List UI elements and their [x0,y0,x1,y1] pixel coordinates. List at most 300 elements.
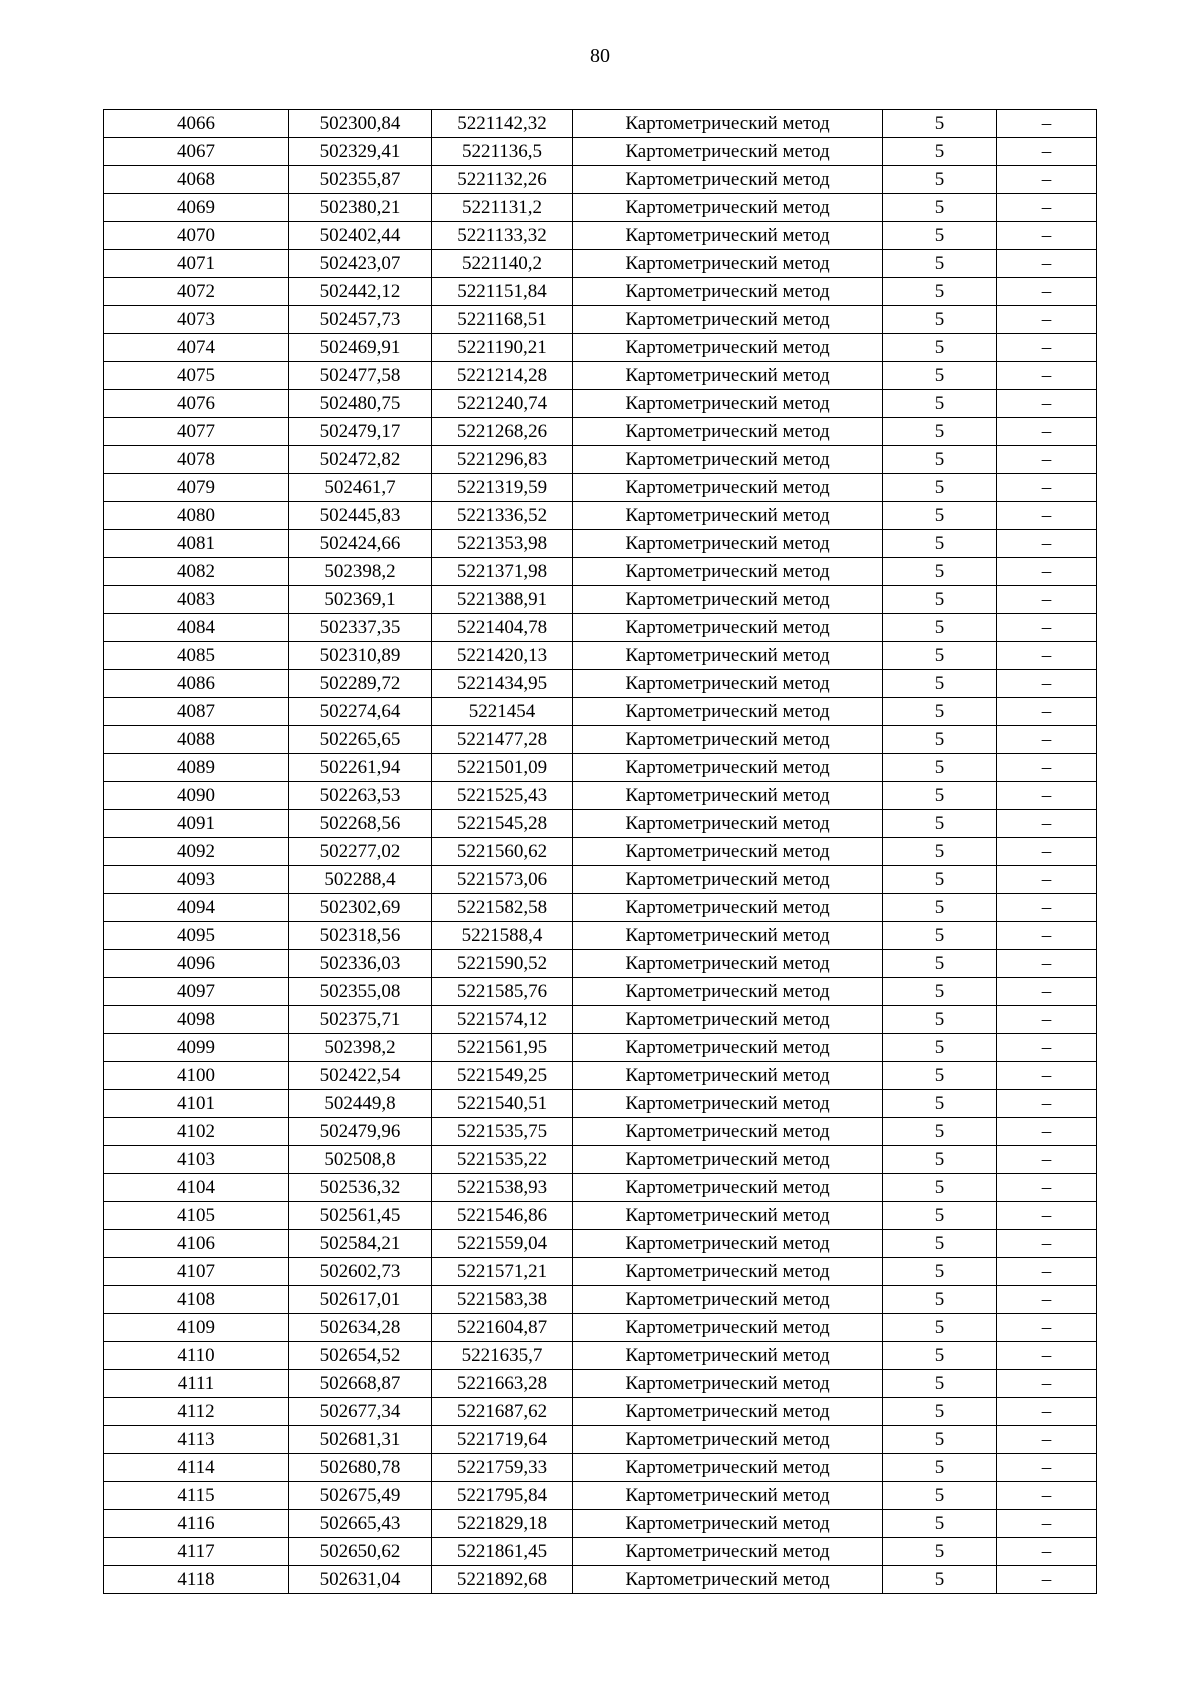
description-cell: – [997,1174,1097,1202]
method-cell: Картометрический метод [573,502,883,530]
point-number-cell: 4111 [104,1370,289,1398]
table-row [104,1062,1097,1090]
x-coordinate-cell: 502337,35 [289,614,432,642]
x-coordinate-cell: 502457,73 [289,306,432,334]
description-cell: – [997,1482,1097,1510]
method-cell: Картометрический метод [573,1090,883,1118]
description-cell: – [997,306,1097,334]
point-number-cell: 4103 [104,1146,289,1174]
table-row [104,586,1097,614]
y-coordinate-cell: 5221168,51 [432,306,573,334]
description-cell: – [997,558,1097,586]
point-number-cell: 4072 [104,278,289,306]
description-cell: – [997,1398,1097,1426]
point-number-cell: 4068 [104,166,289,194]
accuracy-cell: 5 [883,1426,997,1454]
point-number-cell: 4115 [104,1482,289,1510]
y-coordinate-cell: 5221540,51 [432,1090,573,1118]
point-number-cell: 4107 [104,1258,289,1286]
method-cell: Картометрический метод [573,110,883,138]
description-cell: – [997,1062,1097,1090]
point-number-cell: 4091 [104,810,289,838]
method-cell: Картометрический метод [573,1370,883,1398]
table-row [104,558,1097,586]
table-row [104,250,1097,278]
method-cell: Картометрический метод [573,1034,883,1062]
table-row [104,838,1097,866]
accuracy-cell: 5 [883,474,997,502]
table-row [104,1398,1097,1426]
table-row [104,1482,1097,1510]
method-cell: Картометрический метод [573,670,883,698]
y-coordinate-cell: 5221538,93 [432,1174,573,1202]
x-coordinate-cell: 502355,08 [289,978,432,1006]
table-row [104,1510,1097,1538]
table-row [104,754,1097,782]
description-cell: – [997,1230,1097,1258]
accuracy-cell: 5 [883,418,997,446]
table-row [104,222,1097,250]
table-row [104,306,1097,334]
point-number-cell: 4090 [104,782,289,810]
description-cell: – [997,138,1097,166]
x-coordinate-cell: 502369,1 [289,586,432,614]
accuracy-cell: 5 [883,334,997,362]
x-coordinate-cell: 502329,41 [289,138,432,166]
description-cell: – [997,586,1097,614]
x-coordinate-cell: 502442,12 [289,278,432,306]
point-number-cell: 4099 [104,1034,289,1062]
table-row [104,1454,1097,1482]
table-row [104,110,1097,138]
point-number-cell: 4086 [104,670,289,698]
x-coordinate-cell: 502508,8 [289,1146,432,1174]
accuracy-cell: 5 [883,950,997,978]
accuracy-cell: 5 [883,446,997,474]
description-cell: – [997,1258,1097,1286]
y-coordinate-cell: 5221336,52 [432,502,573,530]
point-number-cell: 4087 [104,698,289,726]
accuracy-cell: 5 [883,1174,997,1202]
accuracy-cell: 5 [883,1230,997,1258]
description-cell: – [997,1090,1097,1118]
point-number-cell: 4096 [104,950,289,978]
point-number-cell: 4074 [104,334,289,362]
method-cell: Картометрический метод [573,334,883,362]
description-cell: – [997,1342,1097,1370]
point-number-cell: 4105 [104,1202,289,1230]
x-coordinate-cell: 502375,71 [289,1006,432,1034]
accuracy-cell: 5 [883,726,997,754]
method-cell: Картометрический метод [573,614,883,642]
table-row [104,1286,1097,1314]
point-number-cell: 4093 [104,866,289,894]
method-cell: Картометрический метод [573,1118,883,1146]
x-coordinate-cell: 502680,78 [289,1454,432,1482]
y-coordinate-cell: 5221132,26 [432,166,573,194]
method-cell: Картометрический метод [573,698,883,726]
point-number-cell: 4104 [104,1174,289,1202]
description-cell: – [997,698,1097,726]
x-coordinate-cell: 502650,62 [289,1538,432,1566]
accuracy-cell: 5 [883,1314,997,1342]
accuracy-cell: 5 [883,894,997,922]
table-row [104,530,1097,558]
point-number-cell: 4077 [104,418,289,446]
method-cell: Картометрический метод [573,950,883,978]
x-coordinate-cell: 502424,66 [289,530,432,558]
y-coordinate-cell: 5221319,59 [432,474,573,502]
point-number-cell: 4095 [104,922,289,950]
method-cell: Картометрический метод [573,1482,883,1510]
point-number-cell: 4089 [104,754,289,782]
description-cell: – [997,950,1097,978]
table-row [104,138,1097,166]
point-number-cell: 4100 [104,1062,289,1090]
method-cell: Картометрический метод [573,1230,883,1258]
accuracy-cell: 5 [883,362,997,390]
x-coordinate-cell: 502602,73 [289,1258,432,1286]
table-row [104,390,1097,418]
y-coordinate-cell: 5221136,5 [432,138,573,166]
point-number-cell: 4079 [104,474,289,502]
point-number-cell: 4114 [104,1454,289,1482]
x-coordinate-cell: 502665,43 [289,1510,432,1538]
accuracy-cell: 5 [883,306,997,334]
point-number-cell: 4080 [104,502,289,530]
accuracy-cell: 5 [883,1034,997,1062]
table-row [104,866,1097,894]
accuracy-cell: 5 [883,1566,997,1594]
description-cell: – [997,446,1097,474]
point-number-cell: 4066 [104,110,289,138]
description-cell: – [997,1202,1097,1230]
x-coordinate-cell: 502380,21 [289,194,432,222]
description-cell: – [997,838,1097,866]
table-row [104,1314,1097,1342]
accuracy-cell: 5 [883,1398,997,1426]
description-cell: – [997,334,1097,362]
description-cell: – [997,810,1097,838]
table-row [104,1174,1097,1202]
y-coordinate-cell: 5221604,87 [432,1314,573,1342]
accuracy-cell: 5 [883,250,997,278]
point-number-cell: 4098 [104,1006,289,1034]
x-coordinate-cell: 502402,44 [289,222,432,250]
table-row [104,1146,1097,1174]
y-coordinate-cell: 5221573,06 [432,866,573,894]
y-coordinate-cell: 5221268,26 [432,418,573,446]
point-number-cell: 4106 [104,1230,289,1258]
point-number-cell: 4073 [104,306,289,334]
table-row [104,418,1097,446]
method-cell: Картометрический метод [573,1566,883,1594]
point-number-cell: 4101 [104,1090,289,1118]
description-cell: – [997,754,1097,782]
accuracy-cell: 5 [883,1454,997,1482]
description-cell: – [997,390,1097,418]
accuracy-cell: 5 [883,1286,997,1314]
description-cell: – [997,362,1097,390]
description-cell: – [997,614,1097,642]
table-row [104,1202,1097,1230]
description-cell: – [997,194,1097,222]
y-coordinate-cell: 5221560,62 [432,838,573,866]
point-number-cell: 4070 [104,222,289,250]
y-coordinate-cell: 5221574,12 [432,1006,573,1034]
x-coordinate-cell: 502561,45 [289,1202,432,1230]
table-row [104,950,1097,978]
description-cell: – [997,866,1097,894]
accuracy-cell: 5 [883,1062,997,1090]
table-row [104,1538,1097,1566]
table-row [104,334,1097,362]
table-row [104,446,1097,474]
description-cell: – [997,1426,1097,1454]
y-coordinate-cell: 5221559,04 [432,1230,573,1258]
accuracy-cell: 5 [883,922,997,950]
x-coordinate-cell: 502634,28 [289,1314,432,1342]
accuracy-cell: 5 [883,866,997,894]
method-cell: Картометрический метод [573,810,883,838]
method-cell: Картометрический метод [573,1314,883,1342]
method-cell: Картометрический метод [573,1006,883,1034]
x-coordinate-cell: 502318,56 [289,922,432,950]
description-cell: – [997,922,1097,950]
point-number-cell: 4118 [104,1566,289,1594]
y-coordinate-cell: 5221829,18 [432,1510,573,1538]
accuracy-cell: 5 [883,278,997,306]
description-cell: – [997,726,1097,754]
method-cell: Картометрический метод [573,1342,883,1370]
method-cell: Картометрический метод [573,418,883,446]
x-coordinate-cell: 502289,72 [289,670,432,698]
accuracy-cell: 5 [883,782,997,810]
accuracy-cell: 5 [883,1370,997,1398]
table-row [104,1006,1097,1034]
table-row [104,782,1097,810]
point-number-cell: 4116 [104,1510,289,1538]
method-cell: Картометрический метод [573,1146,883,1174]
accuracy-cell: 5 [883,502,997,530]
y-coordinate-cell: 5221535,22 [432,1146,573,1174]
method-cell: Картометрический метод [573,586,883,614]
y-coordinate-cell: 5221535,75 [432,1118,573,1146]
y-coordinate-cell: 5221525,43 [432,782,573,810]
x-coordinate-cell: 502584,21 [289,1230,432,1258]
y-coordinate-cell: 5221190,21 [432,334,573,362]
y-coordinate-cell: 5221583,38 [432,1286,573,1314]
method-cell: Картометрический метод [573,1426,883,1454]
y-coordinate-cell: 5221142,32 [432,110,573,138]
x-coordinate-cell: 502398,2 [289,558,432,586]
accuracy-cell: 5 [883,838,997,866]
x-coordinate-cell: 502310,89 [289,642,432,670]
point-number-cell: 4113 [104,1426,289,1454]
description-cell: – [997,1146,1097,1174]
point-number-cell: 4084 [104,614,289,642]
accuracy-cell: 5 [883,1342,997,1370]
y-coordinate-cell: 5221477,28 [432,726,573,754]
point-number-cell: 4088 [104,726,289,754]
method-cell: Картометрический метод [573,642,883,670]
method-cell: Картометрический метод [573,530,883,558]
table-row [104,1230,1097,1258]
table-row [104,614,1097,642]
point-number-cell: 4094 [104,894,289,922]
method-cell: Картометрический метод [573,1062,883,1090]
y-coordinate-cell: 5221549,25 [432,1062,573,1090]
table-row [104,670,1097,698]
method-cell: Картометрический метод [573,1174,883,1202]
accuracy-cell: 5 [883,1482,997,1510]
point-number-cell: 4078 [104,446,289,474]
y-coordinate-cell: 5221571,21 [432,1258,573,1286]
point-number-cell: 4069 [104,194,289,222]
method-cell: Картометрический метод [573,866,883,894]
accuracy-cell: 5 [883,166,997,194]
x-coordinate-cell: 502472,82 [289,446,432,474]
description-cell: – [997,110,1097,138]
description-cell: – [997,894,1097,922]
y-coordinate-cell: 5221404,78 [432,614,573,642]
method-cell: Картометрический метод [573,250,883,278]
table-row [104,1090,1097,1118]
method-cell: Картометрический метод [573,754,883,782]
description-cell: – [997,418,1097,446]
description-cell: – [997,1006,1097,1034]
x-coordinate-cell: 502302,69 [289,894,432,922]
x-coordinate-cell: 502681,31 [289,1426,432,1454]
y-coordinate-cell: 5221795,84 [432,1482,573,1510]
y-coordinate-cell: 5221388,91 [432,586,573,614]
point-number-cell: 4102 [104,1118,289,1146]
method-cell: Картометрический метод [573,838,883,866]
point-number-cell: 4092 [104,838,289,866]
method-cell: Картометрический метод [573,306,883,334]
description-cell: – [997,670,1097,698]
accuracy-cell: 5 [883,1118,997,1146]
point-number-cell: 4067 [104,138,289,166]
method-cell: Картометрический метод [573,1398,883,1426]
accuracy-cell: 5 [883,1510,997,1538]
accuracy-cell: 5 [883,194,997,222]
method-cell: Картометрический метод [573,166,883,194]
point-number-cell: 4097 [104,978,289,1006]
x-coordinate-cell: 502477,58 [289,362,432,390]
table-row [104,894,1097,922]
method-cell: Картометрический метод [573,1538,883,1566]
accuracy-cell: 5 [883,530,997,558]
y-coordinate-cell: 5221140,2 [432,250,573,278]
description-cell: – [997,1314,1097,1342]
description-cell: – [997,530,1097,558]
description-cell: – [997,166,1097,194]
point-number-cell: 4075 [104,362,289,390]
description-cell: – [997,474,1097,502]
x-coordinate-cell: 502617,01 [289,1286,432,1314]
description-cell: – [997,222,1097,250]
method-cell: Картометрический метод [573,1510,883,1538]
accuracy-cell: 5 [883,978,997,1006]
table-row [104,1342,1097,1370]
x-coordinate-cell: 502300,84 [289,110,432,138]
method-cell: Картометрический метод [573,222,883,250]
table-row [104,1034,1097,1062]
y-coordinate-cell: 5221133,32 [432,222,573,250]
method-cell: Картометрический метод [573,446,883,474]
y-coordinate-cell: 5221296,83 [432,446,573,474]
description-cell: – [997,1538,1097,1566]
point-number-cell: 4081 [104,530,289,558]
point-number-cell: 4083 [104,586,289,614]
y-coordinate-cell: 5221585,76 [432,978,573,1006]
y-coordinate-cell: 5221561,95 [432,1034,573,1062]
method-cell: Картометрический метод [573,1454,883,1482]
x-coordinate-cell: 502677,34 [289,1398,432,1426]
table-row [104,362,1097,390]
table-row [104,1118,1097,1146]
x-coordinate-cell: 502265,65 [289,726,432,754]
description-cell: – [997,1118,1097,1146]
method-cell: Картометрический метод [573,278,883,306]
x-coordinate-cell: 502480,75 [289,390,432,418]
point-number-cell: 4112 [104,1398,289,1426]
y-coordinate-cell: 5221582,58 [432,894,573,922]
table-row [104,278,1097,306]
y-coordinate-cell: 5221371,98 [432,558,573,586]
accuracy-cell: 5 [883,1006,997,1034]
y-coordinate-cell: 5221545,28 [432,810,573,838]
description-cell: – [997,978,1097,1006]
y-coordinate-cell: 5221434,95 [432,670,573,698]
description-cell: – [997,1370,1097,1398]
y-coordinate-cell: 5221131,2 [432,194,573,222]
x-coordinate-cell: 502445,83 [289,502,432,530]
y-coordinate-cell: 5221240,74 [432,390,573,418]
y-coordinate-cell: 5221687,62 [432,1398,573,1426]
point-number-cell: 4082 [104,558,289,586]
x-coordinate-cell: 502536,32 [289,1174,432,1202]
accuracy-cell: 5 [883,222,997,250]
y-coordinate-cell: 5221501,09 [432,754,573,782]
x-coordinate-cell: 502461,7 [289,474,432,502]
description-cell: – [997,1510,1097,1538]
coordinates-table-body [104,110,1097,1594]
y-coordinate-cell: 5221635,7 [432,1342,573,1370]
x-coordinate-cell: 502277,02 [289,838,432,866]
y-coordinate-cell: 5221719,64 [432,1426,573,1454]
method-cell: Картометрический метод [573,922,883,950]
x-coordinate-cell: 502355,87 [289,166,432,194]
description-cell: – [997,782,1097,810]
table-row [104,474,1097,502]
accuracy-cell: 5 [883,614,997,642]
x-coordinate-cell: 502261,94 [289,754,432,782]
x-coordinate-cell: 502449,8 [289,1090,432,1118]
x-coordinate-cell: 502675,49 [289,1482,432,1510]
method-cell: Картометрический метод [573,474,883,502]
accuracy-cell: 5 [883,390,997,418]
point-number-cell: 4071 [104,250,289,278]
table-row [104,642,1097,670]
table-row [104,1566,1097,1594]
accuracy-cell: 5 [883,1258,997,1286]
table-row [104,726,1097,754]
y-coordinate-cell: 5221151,84 [432,278,573,306]
accuracy-cell: 5 [883,642,997,670]
description-cell: – [997,502,1097,530]
